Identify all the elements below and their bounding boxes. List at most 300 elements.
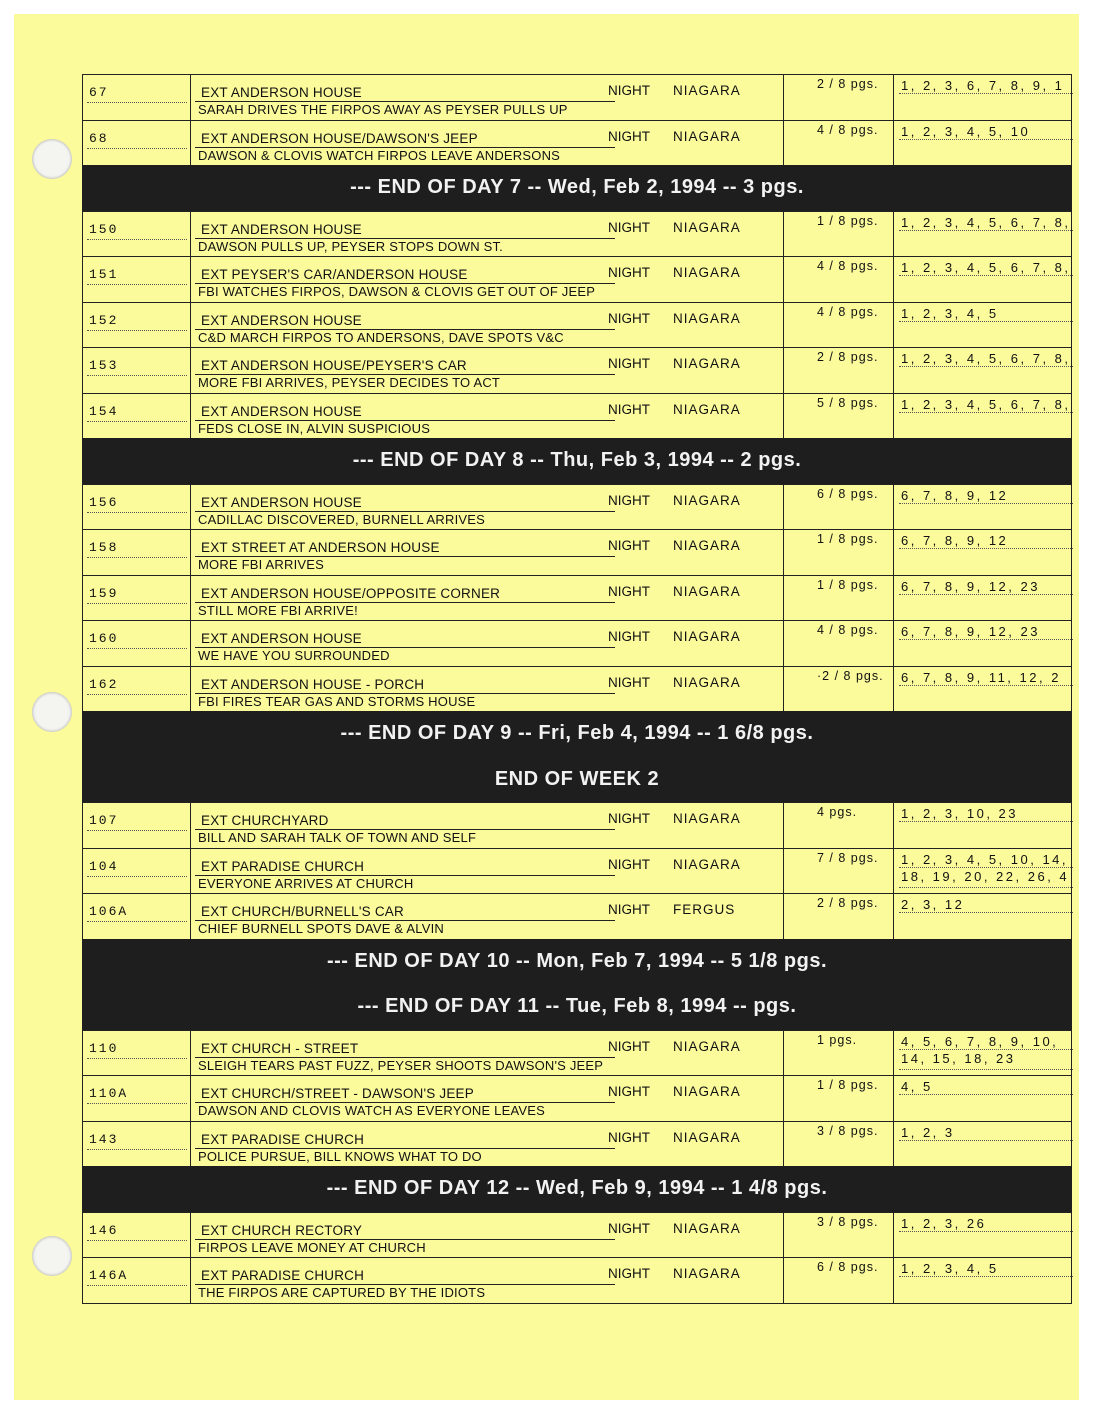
cast-underline <box>899 412 1073 413</box>
cast-ids: 1, 2, 3, 10, 23 <box>901 806 1019 821</box>
cast-list <box>901 123 1030 140</box>
scene-description: EVERYONE ARRIVES AT CHURCH <box>198 875 414 891</box>
scene-strip <box>82 484 1072 530</box>
page-count: 2 / 8 pgs. <box>817 896 879 910</box>
page-count: 2 / 8 pgs. <box>817 77 879 91</box>
set-name: EXT ANDERSON HOUSE <box>201 403 362 419</box>
page-count: 1 / 8 pgs. <box>817 532 879 546</box>
time-of-day: NIGHT <box>608 1129 650 1145</box>
cast-underline <box>899 366 1073 367</box>
cast-ids: 1, 2, 3, 26 <box>901 1215 987 1231</box>
scene-number-underline <box>87 1058 187 1059</box>
column-divider <box>893 1031 894 1076</box>
scene-strip <box>82 347 1072 393</box>
column-divider <box>190 1076 191 1121</box>
cast-list <box>901 259 1071 276</box>
time-of-day: NIGHT <box>608 219 650 235</box>
scene-strip <box>82 620 1072 666</box>
column-divider <box>783 621 784 666</box>
cast-ids: 1, 2, 3, 4, 5, 10, 14, <box>901 851 1069 867</box>
column-divider <box>1071 348 1072 393</box>
column-divider <box>190 576 191 621</box>
time-of-day: NIGHT <box>608 356 650 371</box>
scene-strip <box>82 848 1072 894</box>
column-divider <box>1071 212 1072 257</box>
scene-strip <box>82 802 1072 848</box>
scene-description: WE HAVE YOU SURROUNDED <box>198 648 390 663</box>
scene-description: DAWSON AND CLOVIS WATCH AS EVERYONE LEAVES <box>198 1103 545 1118</box>
cast-list <box>901 851 1069 885</box>
column-divider <box>190 348 191 393</box>
page-count: ·2 / 8 pgs. <box>817 668 884 683</box>
cast-ids: 2, 3, 12 <box>901 897 965 912</box>
column-divider <box>783 803 784 848</box>
scene-strip <box>82 256 1072 302</box>
column-divider <box>783 1258 784 1303</box>
column-divider <box>190 75 191 120</box>
scene-description: SARAH DRIVES THE FIRPOS AWAY AS PEYSER PULLS UP <box>198 102 568 117</box>
cast-ids: 1, 2, 3, 4, 5 <box>901 1261 999 1276</box>
scene-description: STILL MORE FBI ARRIVE! <box>198 602 358 618</box>
scene-number: 159 <box>89 585 119 601</box>
cast-list <box>901 623 1040 640</box>
time-of-day: NIGHT <box>608 1220 650 1236</box>
column-divider <box>1071 1213 1072 1258</box>
scene-number: 110A <box>89 1086 129 1101</box>
cast-ids: 1, 2, 3, 4, 5, 10 <box>901 123 1031 139</box>
cast-underline <box>899 93 1073 94</box>
set-name: EXT CHURCH/STREET - DAWSON'S JEEP <box>201 1086 474 1101</box>
page-count: 1 pgs. <box>817 1032 858 1047</box>
scene-description: FBI FIRES TEAR GAS AND STORMS HOUSE <box>198 693 476 709</box>
column-divider <box>1071 121 1072 166</box>
scene-number: 150 <box>89 221 119 237</box>
day-break-band: --- END OF DAY 11 -- Tue, Feb 8, 1994 -- pgs. <box>82 984 1072 1030</box>
scene-number-underline <box>87 557 187 558</box>
location: NIAGARA <box>673 1084 741 1099</box>
set-name: EXT ANDERSON HOUSE <box>201 312 362 328</box>
column-divider <box>190 394 191 439</box>
cast-ids: 4, 5 <box>901 1079 933 1094</box>
column-divider <box>1071 257 1072 302</box>
time-of-day: NIGHT <box>608 1038 650 1054</box>
scene-number: 162 <box>89 676 119 692</box>
shooting-schedule-strip-board <box>82 74 1072 1304</box>
schedule-page <box>14 14 1079 1400</box>
scene-strip <box>82 393 1072 439</box>
column-divider <box>783 121 784 166</box>
scene-description: DAWSON PULLS UP, PEYSER STOPS DOWN ST. <box>198 238 503 254</box>
page-count: 3 / 8 pgs. <box>817 1123 879 1138</box>
scene-number-underline <box>87 876 187 877</box>
column-divider <box>893 894 894 939</box>
scene-description: C&D MARCH FIRPOS TO ANDERSONS, DAVE SPOTS V&C <box>198 329 564 345</box>
cast-list <box>901 805 1018 822</box>
cast-list <box>901 214 1071 231</box>
column-divider <box>1071 667 1072 712</box>
column-divider <box>783 1122 784 1167</box>
scene-number: 146A <box>89 1268 129 1283</box>
cast-ids: 6, 7, 8, 9, 12, 23 <box>901 578 1040 594</box>
cast-ids: 1, 2, 3, 6, 7, 8, 9, 1 <box>901 78 1065 93</box>
scene-number: 156 <box>89 494 119 510</box>
page-count: 4 pgs. <box>817 805 858 819</box>
column-divider <box>783 576 784 621</box>
location: NIAGARA <box>673 265 741 280</box>
column-divider <box>190 1031 191 1076</box>
scene-number-underline <box>87 694 187 695</box>
cast-ids: 1, 2, 3, 4, 5, 6, 7, 8, <box>901 214 1071 230</box>
column-divider <box>783 894 784 939</box>
time-of-day: NIGHT <box>608 674 650 690</box>
set-name: EXT ANDERSON HOUSE/OPPOSITE CORNER <box>201 585 501 601</box>
location: NIAGARA <box>673 1129 741 1145</box>
scene-number-underline <box>87 1103 187 1104</box>
scene-number: 67 <box>89 85 109 100</box>
time-of-day: NIGHT <box>608 583 650 599</box>
column-divider <box>783 1213 784 1258</box>
location: NIAGARA <box>673 356 741 371</box>
time-of-day: NIGHT <box>608 128 650 144</box>
cast-ids-continued: 14, 15, 18, 23 <box>901 1050 1016 1066</box>
page-count: 7 / 8 pgs. <box>817 850 879 865</box>
cast-list <box>901 1124 955 1141</box>
column-divider <box>1071 1076 1072 1121</box>
time-of-day: NIGHT <box>608 629 650 644</box>
column-divider <box>1071 894 1072 939</box>
column-divider <box>783 485 784 530</box>
column-divider <box>783 348 784 393</box>
set-name: EXT ANDERSON HOUSE/DAWSON'S JEEP <box>201 130 478 146</box>
scene-strip <box>82 74 1072 120</box>
scene-description: THE FIRPOS ARE CAPTURED BY THE IDIOTS <box>198 1285 486 1300</box>
column-divider <box>190 212 191 257</box>
scene-number-underline <box>87 1240 187 1241</box>
column-divider <box>783 1031 784 1076</box>
time-of-day: NIGHT <box>608 310 650 326</box>
column-divider <box>190 303 191 348</box>
column-divider <box>783 75 784 120</box>
column-divider <box>1071 1122 1072 1167</box>
scene-strip <box>82 1075 1072 1121</box>
set-name: EXT PARADISE CHURCH <box>201 1131 365 1147</box>
location: NIAGARA <box>673 310 741 326</box>
scene-number: 107 <box>89 813 119 828</box>
day-break-band: END OF WEEK 2 <box>82 757 1072 803</box>
time-of-day: NIGHT <box>608 1084 650 1099</box>
page-count: 4 / 8 pgs. <box>817 259 879 273</box>
set-name: EXT CHURCH/BURNELL'S CAR <box>201 904 404 919</box>
set-name: EXT STREET AT ANDERSON HOUSE <box>201 540 440 555</box>
scene-strip <box>82 893 1072 939</box>
location: NIAGARA <box>673 1266 741 1281</box>
cast-underline <box>899 1276 1073 1277</box>
set-name: EXT ANDERSON HOUSE <box>201 631 362 646</box>
page-count: 1 / 8 pgs. <box>817 577 879 592</box>
cast-list <box>901 1215 986 1232</box>
time-of-day: NIGHT <box>608 538 650 553</box>
cast-underline <box>899 503 1073 504</box>
scene-description: FBI WATCHES FIRPOS, DAWSON & CLOVIS GET OUT OF JEEP <box>198 284 596 299</box>
cast-underline <box>899 230 1073 231</box>
scene-number: 110 <box>89 1040 119 1056</box>
location: NIAGARA <box>673 629 741 644</box>
cast-list <box>901 396 1071 413</box>
location: NIAGARA <box>673 492 741 508</box>
scene-number-underline <box>87 239 187 240</box>
scene-number: 152 <box>89 312 119 328</box>
column-divider <box>190 1258 191 1303</box>
day-break-band: --- END OF DAY 10 -- Mon, Feb 7, 1994 -- 5 1/8 pgs. <box>82 939 1072 985</box>
column-divider <box>893 621 894 666</box>
cast-underline <box>899 321 1073 322</box>
column-divider <box>190 803 191 848</box>
scene-number-underline <box>87 284 187 285</box>
column-divider <box>893 1258 894 1303</box>
set-name: EXT ANDERSON HOUSE <box>201 85 362 100</box>
cast-list <box>901 487 1008 504</box>
scene-strip <box>82 211 1072 257</box>
scene-number-underline <box>87 330 187 331</box>
set-name: EXT PARADISE CHURCH <box>201 1268 365 1283</box>
cast-underline <box>899 139 1073 140</box>
column-divider <box>893 257 894 302</box>
set-name: EXT ANDERSON HOUSE/PEYSER'S CAR <box>201 358 467 373</box>
cast-ids: 1, 2, 3, 4, 5, 6, 7, 8, <box>901 260 1071 275</box>
column-divider <box>190 849 191 894</box>
scene-number-underline <box>87 421 187 422</box>
scene-strip <box>82 575 1072 621</box>
cast-underline <box>899 1069 1073 1070</box>
cast-underline <box>899 594 1073 595</box>
scene-number-underline <box>87 603 187 604</box>
column-divider <box>190 121 191 166</box>
scene-number: 104 <box>89 858 119 874</box>
column-divider <box>893 212 894 257</box>
column-divider <box>893 1076 894 1121</box>
cast-list <box>901 1078 933 1095</box>
cast-underline <box>899 887 1073 888</box>
scene-description: CHIEF BURNELL SPOTS DAVE & ALVIN <box>198 921 445 936</box>
column-divider <box>190 1213 191 1258</box>
day-break-band: --- END OF DAY 8 -- Thu, Feb 3, 1994 -- 2 pgs. <box>82 438 1072 484</box>
scene-strip <box>82 529 1072 575</box>
cast-ids: 6, 7, 8, 9, 12, 23 <box>901 624 1040 639</box>
cast-list <box>901 896 964 913</box>
column-divider <box>1071 75 1072 120</box>
cast-ids: 6, 7, 8, 9, 11, 12, 2 <box>901 669 1061 685</box>
scene-number-underline <box>87 921 187 922</box>
scene-number: 106A <box>89 904 129 919</box>
column-divider <box>1071 303 1072 348</box>
scene-number: 158 <box>89 540 119 555</box>
cast-underline <box>899 1049 1073 1050</box>
column-divider <box>893 803 894 848</box>
cast-ids: 6, 7, 8, 9, 12 <box>901 487 1009 503</box>
scene-number: 154 <box>89 403 119 419</box>
scene-number-underline <box>87 102 187 103</box>
location: NIAGARA <box>673 583 741 599</box>
cast-ids: 1, 2, 3, 4, 5 <box>901 305 999 321</box>
cast-list <box>901 305 999 322</box>
cast-ids-continued: 18, 19, 20, 22, 26, 4 <box>901 868 1070 884</box>
set-name: EXT ANDERSON HOUSE <box>201 221 362 237</box>
column-divider <box>783 1076 784 1121</box>
scene-description: POLICE PURSUE, BILL KNOWS WHAT TO DO <box>198 1148 482 1164</box>
scene-strip <box>82 302 1072 348</box>
cast-list <box>901 578 1040 595</box>
column-divider <box>783 667 784 712</box>
column-divider <box>893 849 894 894</box>
scene-description: FIRPOS LEAVE MONEY AT CHURCH <box>198 1239 426 1255</box>
column-divider <box>893 1213 894 1258</box>
column-divider <box>783 530 784 575</box>
scene-strip <box>82 1030 1072 1076</box>
column-divider <box>190 1122 191 1167</box>
scene-number: 160 <box>89 631 119 646</box>
set-name: EXT ANDERSON HOUSE <box>201 494 362 510</box>
punch-hole <box>32 1236 72 1276</box>
location: NIAGARA <box>673 128 741 144</box>
cast-ids: 4, 5, 6, 7, 8, 9, 10, <box>901 1033 1059 1049</box>
column-divider <box>190 530 191 575</box>
column-divider <box>893 530 894 575</box>
page-count: 4 / 8 pgs. <box>817 623 879 637</box>
column-divider <box>893 667 894 712</box>
scene-number-underline <box>87 648 187 649</box>
scene-number-underline <box>87 1149 187 1150</box>
cast-ids: 1, 2, 3, 4, 5, 6, 7, 8, <box>901 396 1071 412</box>
column-divider <box>893 348 894 393</box>
set-name: EXT PEYSER'S CAR/ANDERSON HOUSE <box>201 267 468 282</box>
column-divider <box>190 621 191 666</box>
day-break-band: --- END OF DAY 7 -- Wed, Feb 2, 1994 -- 3 pgs. <box>82 165 1072 211</box>
cast-list <box>901 669 1061 686</box>
location: NIAGARA <box>673 538 741 553</box>
time-of-day: NIGHT <box>608 902 650 917</box>
set-name: EXT CHURCHYARD <box>201 813 329 828</box>
scene-number-underline <box>87 512 187 513</box>
cast-ids: 6, 7, 8, 9, 12 <box>901 533 1009 548</box>
page-count: 3 / 8 pgs. <box>817 1214 879 1229</box>
scene-description: BILL AND SARAH TALK OF TOWN AND SELF <box>198 830 477 845</box>
location: NIAGARA <box>673 1220 741 1236</box>
scene-number: 68 <box>89 130 109 146</box>
scene-description: DAWSON & CLOVIS WATCH FIRPOS LEAVE ANDERSONS <box>198 147 561 163</box>
column-divider <box>1071 576 1072 621</box>
cast-ids: 1, 2, 3, 4, 5, 6, 7, 8, <box>901 351 1071 366</box>
scene-strip <box>82 666 1072 712</box>
column-divider <box>893 1122 894 1167</box>
column-divider <box>783 303 784 348</box>
column-divider <box>1071 621 1072 666</box>
column-divider <box>893 75 894 120</box>
scene-number: 146 <box>89 1222 119 1238</box>
set-name: EXT CHURCH - STREET <box>201 1040 359 1056</box>
location: FERGUS <box>673 902 736 917</box>
scene-description: MORE FBI ARRIVES <box>198 557 325 572</box>
scene-description: MORE FBI ARRIVES, PEYSER DECIDES TO ACT <box>198 375 501 390</box>
scene-description: CADILLAC DISCOVERED, BURNELL ARRIVES <box>198 511 486 527</box>
cast-underline <box>899 867 1073 868</box>
time-of-day: NIGHT <box>608 401 650 417</box>
page-count: 2 / 8 pgs. <box>817 350 879 364</box>
set-name: EXT CHURCH RECTORY <box>201 1222 363 1238</box>
column-divider <box>1071 803 1072 848</box>
page-count: 6 / 8 pgs. <box>817 1260 879 1274</box>
scene-number-underline <box>87 1285 187 1286</box>
scene-description: SLEIGH TEARS PAST FUZZ, PEYSER SHOOTS DAWSON'S JEEP <box>198 1057 604 1073</box>
location: NIAGARA <box>673 811 741 826</box>
scene-description: FEDS CLOSE IN, ALVIN SUSPICIOUS <box>198 420 431 436</box>
column-divider <box>1071 485 1072 530</box>
cast-list <box>901 77 1064 94</box>
scene-strip <box>82 1121 1072 1167</box>
cast-list <box>901 1033 1058 1067</box>
page-count: 1 / 8 pgs. <box>817 213 879 228</box>
scene-number: 153 <box>89 358 119 373</box>
day-break-band: --- END OF DAY 12 -- Wed, Feb 9, 1994 -- 1 4/8 pgs. <box>82 1166 1072 1212</box>
location: NIAGARA <box>673 83 741 98</box>
page-count: 5 / 8 pgs. <box>817 395 879 410</box>
scene-number: 151 <box>89 267 119 282</box>
column-divider <box>893 576 894 621</box>
column-divider <box>893 121 894 166</box>
column-divider <box>783 212 784 257</box>
cast-underline <box>899 1231 1073 1232</box>
cast-underline <box>899 548 1073 549</box>
cast-underline <box>899 912 1073 913</box>
location: NIAGARA <box>673 674 741 690</box>
column-divider <box>190 894 191 939</box>
cast-underline <box>899 1140 1073 1141</box>
time-of-day: NIGHT <box>608 1266 650 1281</box>
column-divider <box>783 849 784 894</box>
scene-number: 143 <box>89 1131 119 1147</box>
column-divider <box>1071 530 1072 575</box>
time-of-day: NIGHT <box>608 265 650 280</box>
column-divider <box>190 667 191 712</box>
set-name: EXT PARADISE CHURCH <box>201 858 365 874</box>
time-of-day: NIGHT <box>608 492 650 508</box>
column-divider <box>1071 1258 1072 1303</box>
column-divider <box>783 257 784 302</box>
column-divider <box>190 485 191 530</box>
column-divider <box>1071 394 1072 439</box>
column-divider <box>190 257 191 302</box>
location: NIAGARA <box>673 401 741 417</box>
cast-underline <box>899 821 1073 822</box>
column-divider <box>893 394 894 439</box>
column-divider <box>893 485 894 530</box>
set-name: EXT ANDERSON HOUSE - PORCH <box>201 676 425 692</box>
punch-hole <box>32 139 72 179</box>
scene-number-underline <box>87 830 187 831</box>
cast-list <box>901 532 1008 549</box>
cast-ids: 1, 2, 3 <box>901 1124 955 1140</box>
scene-strip <box>82 120 1072 166</box>
column-divider <box>783 394 784 439</box>
time-of-day: NIGHT <box>608 83 650 98</box>
location: NIAGARA <box>673 219 741 235</box>
location: NIAGARA <box>673 856 741 872</box>
location: NIAGARA <box>673 1038 741 1054</box>
scene-number-underline <box>87 148 187 149</box>
time-of-day: NIGHT <box>608 856 650 872</box>
page-count: 6 / 8 pgs. <box>817 486 879 501</box>
page-count: 4 / 8 pgs. <box>817 122 879 137</box>
scene-strip <box>82 1212 1072 1258</box>
